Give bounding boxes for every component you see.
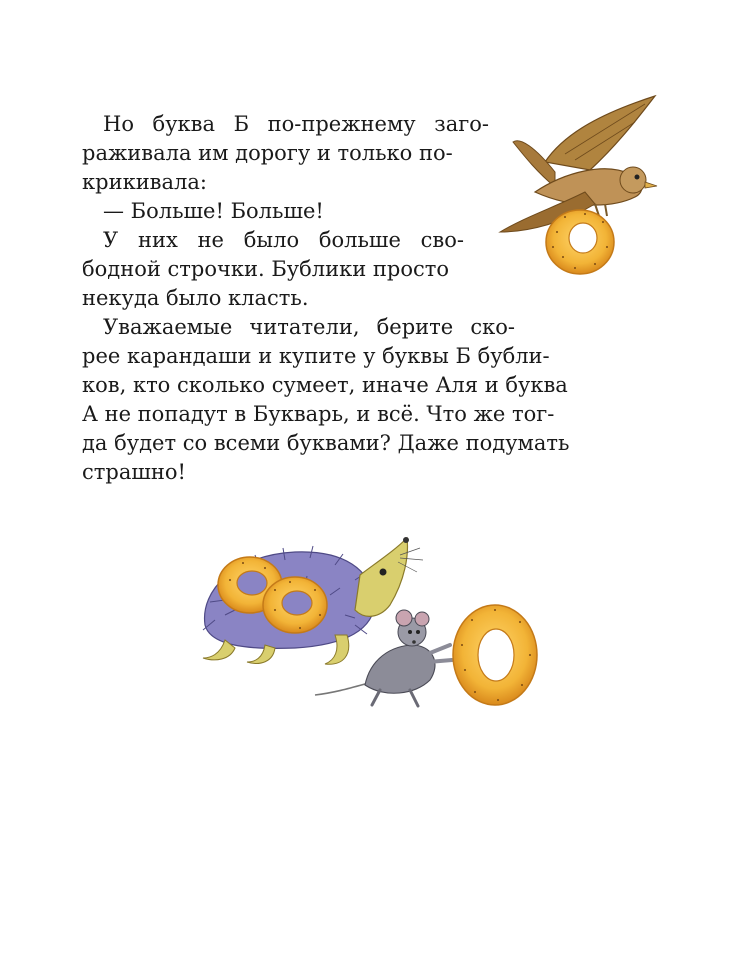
word: Но: [103, 112, 134, 136]
text-line: — Больше! Больше!: [103, 199, 324, 223]
text-line: [103, 313, 515, 342]
word: было: [243, 228, 300, 252]
text-line: раживала им дорогу и только по-: [82, 141, 453, 165]
text-line: [103, 110, 489, 139]
word: читатели,: [249, 315, 360, 339]
text-line: ков, кто сколько сумеет, иначе Аля и буква: [82, 373, 568, 397]
text-line: некуда было класть.: [82, 286, 309, 310]
bird-with-bagel-illustration: [495, 92, 665, 282]
text-line: страшно!: [82, 460, 186, 484]
word: не: [197, 228, 224, 252]
text-line: [103, 226, 464, 255]
text-line: крикивала:: [82, 170, 207, 194]
word: берите: [376, 315, 454, 339]
word: них: [137, 228, 178, 252]
text-line: бодной строчки. Бублики просто: [82, 257, 450, 281]
word: по-прежнему: [267, 112, 416, 136]
text-line: рее карандаши и купите у буквы Б бубли-: [82, 344, 550, 368]
text-line: да будет со всеми буквами? Даже подумать: [82, 431, 570, 455]
word: сво-: [420, 228, 464, 252]
text-line: А не попадут в Букварь, и всё. Что же тог-: [82, 402, 555, 426]
mouse-rolling-bagel-illustration: [310, 600, 550, 720]
word: буква: [152, 112, 216, 136]
word: больше: [318, 228, 401, 252]
word: ско-: [470, 315, 515, 339]
word: Уважаемые: [103, 315, 233, 339]
word: У: [103, 228, 119, 252]
word: заго-: [434, 112, 489, 136]
word: Б: [233, 112, 250, 136]
